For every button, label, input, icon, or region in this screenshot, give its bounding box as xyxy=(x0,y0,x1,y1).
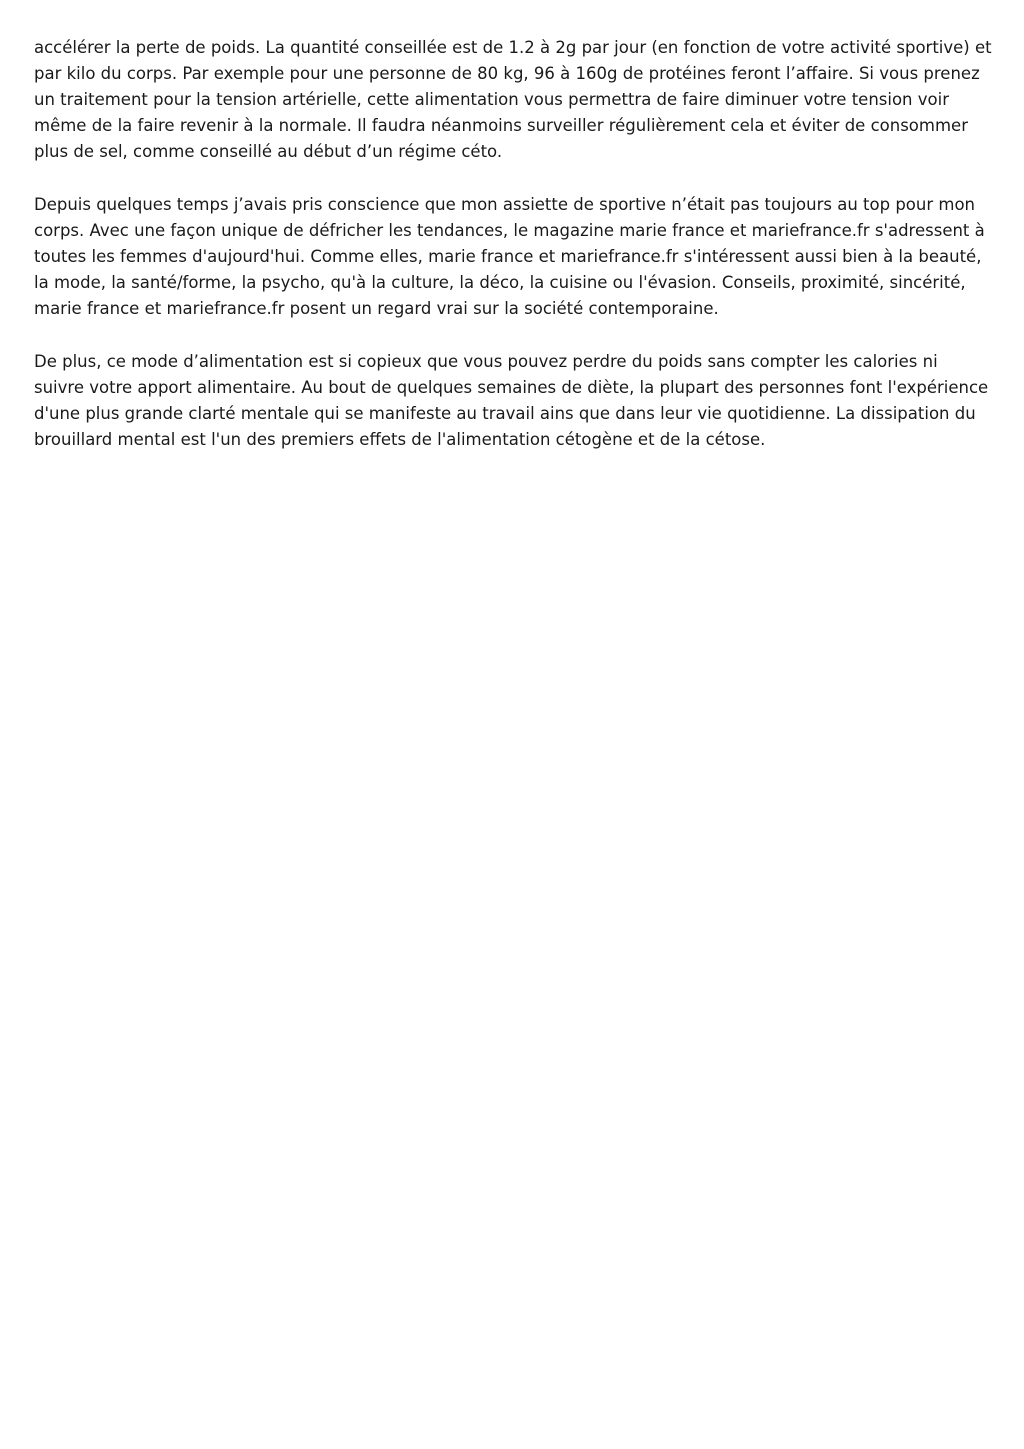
text-line: accélérer la perte de poids. La quantité conseillée est de 1.2 à 2g par jour (en fonction de votre activité sportive) et xyxy=(34,38,992,57)
text-line: Depuis quelques temps j’avais pris conscience que mon assiette de sportive n’était pas toujours au top pour mon xyxy=(34,195,976,214)
paragraph-marie-france xyxy=(34,192,992,322)
text-line: corps. Avec une façon unique de défricher les tendances, le magazine marie france et mariefrance.fr s'adressent à xyxy=(34,221,985,240)
paragraph-protein-intake xyxy=(34,35,992,165)
text-line: plus de sel, comme conseillé au début d’un régime céto. xyxy=(34,142,503,161)
text-line: suivre votre apport alimentaire. Au bout de quelques semaines de diète, la plupart des personnes font l'expérience xyxy=(34,378,989,397)
text-line: par kilo du corps. Par exemple pour une personne de 80 kg, 96 à 160g de protéines feront l’affaire. Si vous prenez xyxy=(34,64,980,83)
text-line: un traitement pour la tension artérielle, cette alimentation vous permettra de faire diminuer votre tension voir xyxy=(34,90,949,109)
text-line: toutes les femmes d'aujourd'hui. Comme elles, marie france et mariefrance.fr s'intéressent aussi bien à la beauté, xyxy=(34,247,982,266)
text-line: De plus, ce mode d’alimentation est si copieux que vous pouvez perdre du poids sans compter les calories ni xyxy=(34,352,938,371)
text-line: la mode, la santé/forme, la psycho, qu'à la culture, la déco, la cuisine ou l'évasion. Conseils, proximité, sincérité, xyxy=(34,273,966,292)
paragraph-mental-clarity xyxy=(34,349,992,453)
text-line: marie france et mariefrance.fr posent un regard vrai sur la société contemporaine. xyxy=(34,299,719,318)
document-page xyxy=(34,35,992,480)
text-line: même de la faire revenir à la normale. Il faudra néanmoins surveiller régulièrement cela et éviter de consommer xyxy=(34,116,968,135)
text-line: brouillard mental est l'un des premiers effets de l'alimentation cétogène et de la cétose. xyxy=(34,430,766,449)
text-line: d'une plus grande clarté mentale qui se manifeste au travail ains que dans leur vie quotidienne. La dissipation du xyxy=(34,404,976,423)
